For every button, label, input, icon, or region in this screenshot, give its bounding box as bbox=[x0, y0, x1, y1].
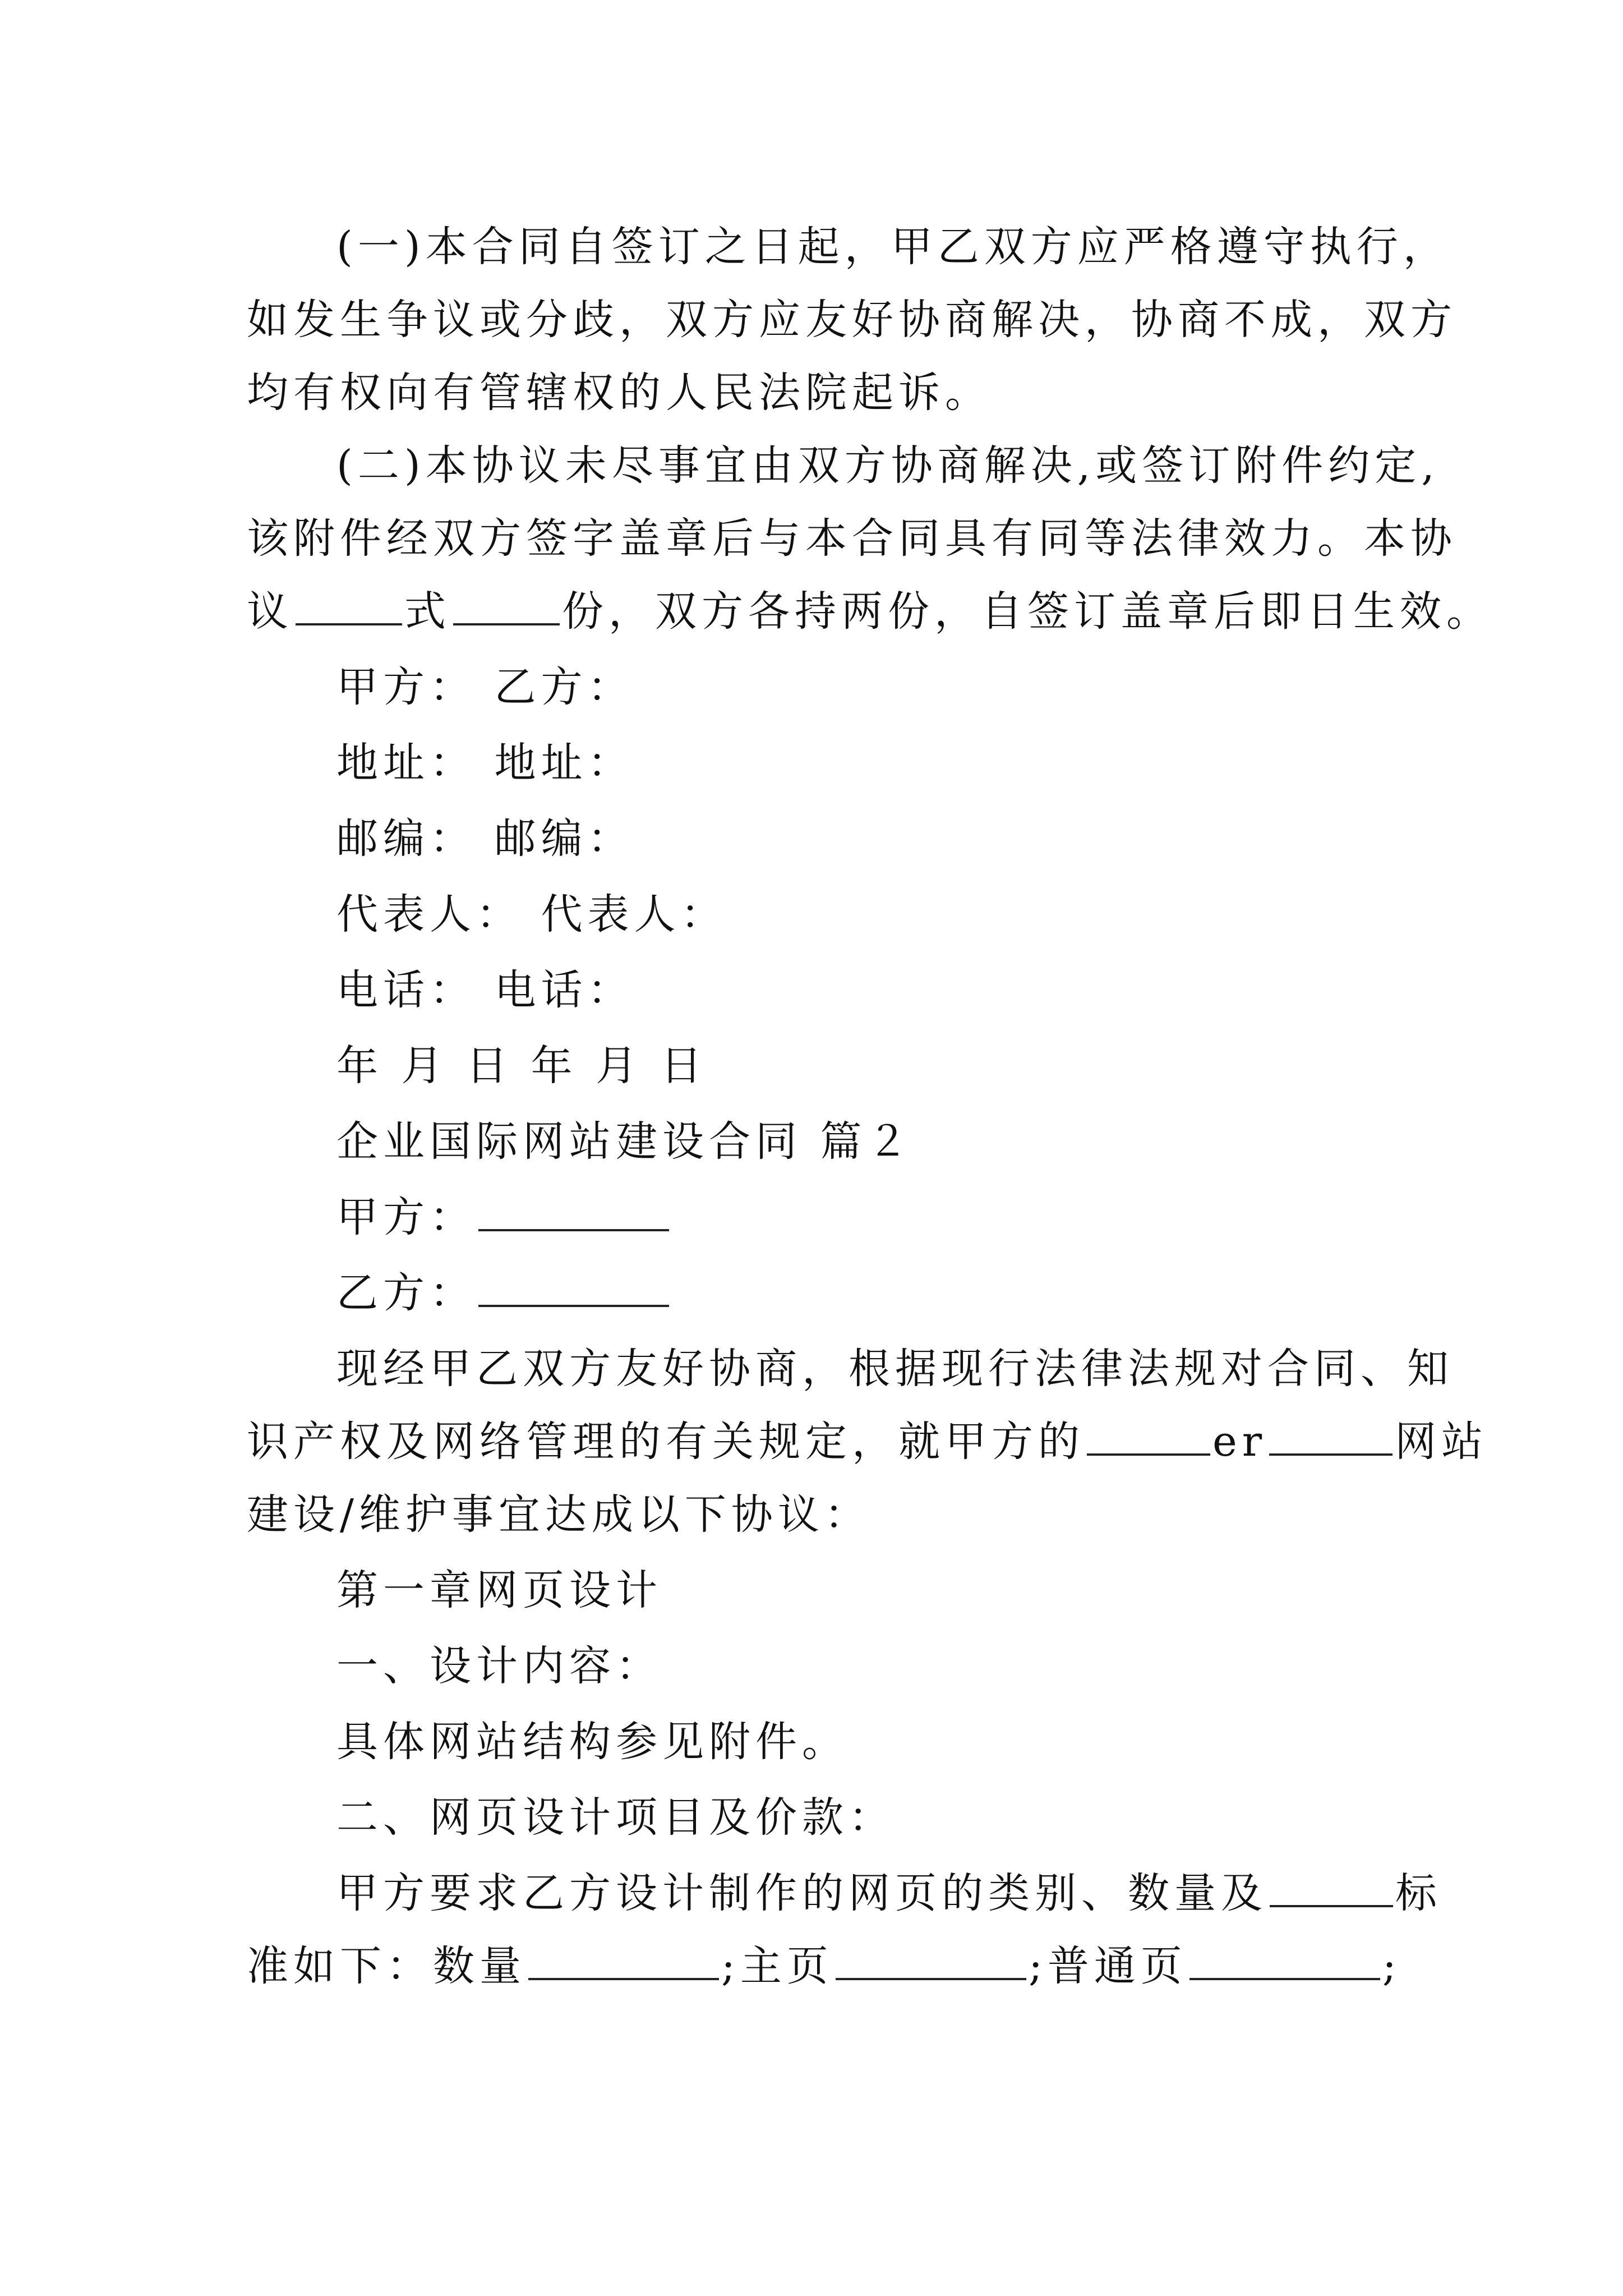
text-fragment: 甲方要求乙方设计制作的网页的类别、数量及 bbox=[336, 1869, 1267, 1917]
text-fragment: ;主页 bbox=[721, 1942, 833, 1990]
paragraph-line: 建设/维护事宜达成以下协议： bbox=[247, 1490, 871, 1539]
paragraph-line: 该附件经双方签字盖章后与本合同具有同等法律效力。本协 bbox=[247, 514, 1457, 563]
signature-field-line: 邮编： 邮编： bbox=[336, 815, 634, 863]
fill-in-blank bbox=[1270, 1864, 1393, 1907]
paragraph-line bbox=[247, 1408, 1488, 1475]
signature-field-line: 地址： 地址： bbox=[336, 739, 634, 787]
date-line: 年 月 日 年 月 日 bbox=[336, 1042, 707, 1090]
fill-in-blank bbox=[1269, 1412, 1393, 1456]
item-heading: 二、网页设计项目及价款： bbox=[336, 1793, 895, 1842]
fill-in-blank bbox=[528, 1936, 719, 1980]
paragraph-line bbox=[247, 578, 1493, 645]
text-fragment: 网站 bbox=[1395, 1418, 1488, 1466]
text-fragment: 议 bbox=[247, 587, 293, 636]
fill-in-blank bbox=[296, 582, 402, 625]
signature-field-line: 电话： 电话： bbox=[336, 966, 634, 1014]
text-fragment: ; bbox=[1382, 1942, 1401, 1990]
item-heading: 一、设计内容： bbox=[336, 1642, 662, 1690]
signature-field-line: 甲方： 乙方： bbox=[336, 663, 634, 711]
chapter-heading: 第一章网页设计 bbox=[336, 1566, 662, 1614]
paragraph-line: 具体网站结构参见附件。 bbox=[336, 1718, 849, 1766]
text-fragment: ;普通页 bbox=[1028, 1942, 1187, 1990]
section-heading: 企业国际网站建设合同 篇２ bbox=[336, 1117, 914, 1166]
paragraph-line: 如发生争议或分歧，双方应友好协商解决，协商不成，双方 bbox=[247, 296, 1457, 344]
text-fragment: 份，双方各持两份，自签订盖章后即日生效。 bbox=[562, 587, 1493, 636]
paragraph-line bbox=[247, 1932, 1401, 2000]
paragraph-line bbox=[336, 1860, 1442, 1927]
party-b-label: 乙方： bbox=[336, 1269, 476, 1317]
party-b-line bbox=[336, 1259, 1396, 1327]
fill-in-blank bbox=[836, 1936, 1026, 1980]
signature-field-line: 代表人： 代表人： bbox=[336, 890, 727, 938]
text-fragment: 式 bbox=[404, 587, 451, 636]
paragraph-line: 现经甲乙双方友好协商，根据现行法律法规对合同、知 bbox=[336, 1345, 1454, 1393]
fill-in-blank bbox=[1189, 1936, 1380, 1980]
party-a-line bbox=[336, 1184, 1396, 1251]
fill-in-blank bbox=[478, 1263, 669, 1307]
text-fragment: 标 bbox=[1395, 1869, 1442, 1917]
text-fragment: 识产权及网络管理的有关规定，就甲方的 bbox=[247, 1418, 1085, 1466]
paragraph-line: (一)本合同自签订之日起，甲乙双方应严格遵守执行， bbox=[336, 223, 1450, 271]
paragraph-line: (二)本协议未尽事宜由双方协商解决,或签订附件约定, bbox=[336, 441, 1440, 490]
party-a-label: 甲方： bbox=[336, 1193, 476, 1241]
paragraph-line: 均有权向有管辖权的人民法院起诉。 bbox=[247, 369, 992, 417]
text-fragment: 准如下：数量 bbox=[247, 1942, 526, 1990]
fill-in-blank bbox=[1087, 1412, 1210, 1456]
fill-in-blank bbox=[478, 1188, 669, 1231]
text-fragment: er bbox=[1212, 1418, 1267, 1466]
fill-in-blank bbox=[453, 582, 560, 625]
